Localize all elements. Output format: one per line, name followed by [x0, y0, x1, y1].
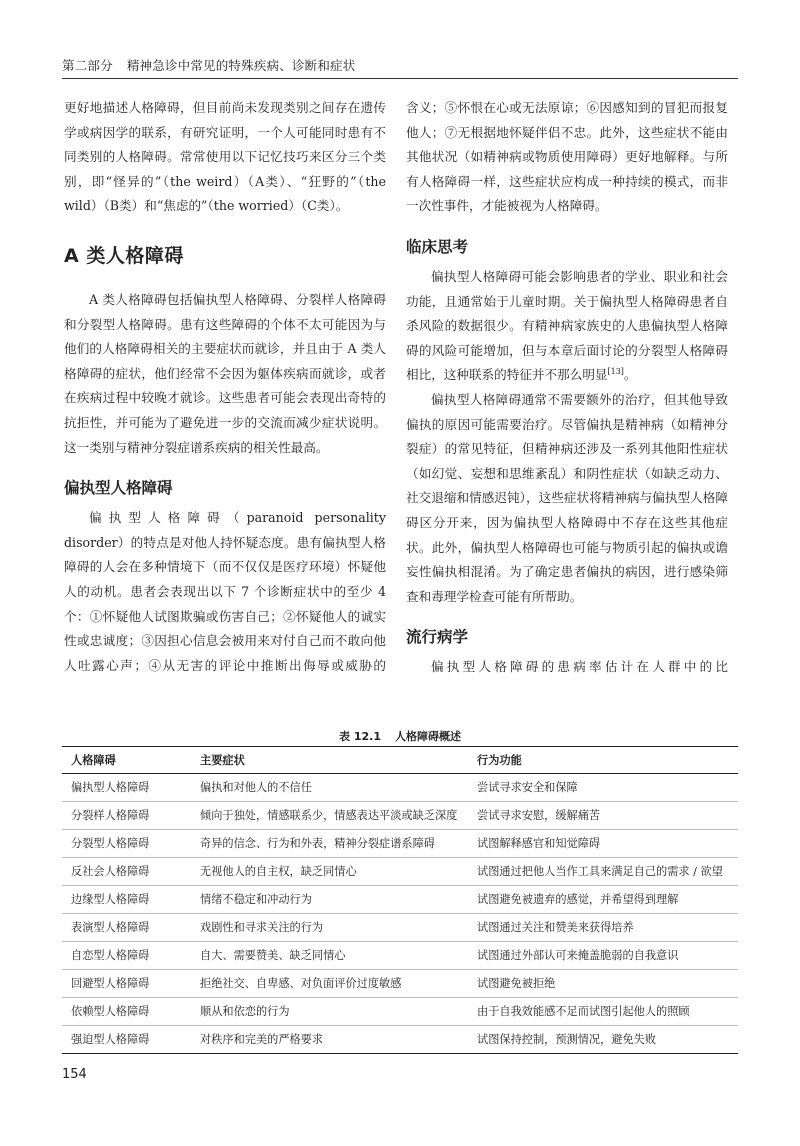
cell-symptoms: 对秩序和完美的严格要求: [191, 1026, 468, 1054]
cell-function: 试图避免被遗弃的感觉，并希望得到理解: [468, 886, 738, 914]
header-function: 行为功能: [468, 747, 738, 774]
section-title: A 类人格障碍: [64, 244, 184, 267]
page-number: 154: [62, 1067, 87, 1082]
cell-disorder: 回避型人格障碍: [62, 970, 191, 998]
table-row: [62, 774, 738, 802]
cell-disorder: 反社会人格障碍: [62, 858, 191, 886]
cell-disorder: 表演型人格障碍: [62, 914, 191, 942]
cell-symptoms: 偏执和对他人的不信任: [191, 774, 468, 802]
cell-symptoms: 倾向于独处，情感联系少，情感表达平淡或缺乏深度: [191, 802, 468, 830]
cell-function: 试图通过外部认可来掩盖脆弱的自我意识: [468, 942, 738, 970]
section-paragraph: A 类人格障碍包括偏执型人格障碍、分裂样人格障碍和分裂型人格障碍。患有这些障碍的个体不太可能因为与他们的人格障碍相关的主要症状而就诊，并且由于 A 类人格障碍的症状，他们经常不会因为躯体疾病而就诊，或者在疾病过程中较晚才就诊。这些患者可能会表现出奇特的抗拒性，并可能为了避免进一步的交流而减少症状说明。这一类别与精神分裂症谱系疾病的相关性最高。: [64, 291, 386, 455]
citation-13: [13]: [607, 367, 624, 377]
table-row: [62, 858, 738, 886]
table-caption-title: 人格障碍概述: [394, 730, 461, 743]
header-title: 精神急诊中常见的特殊疾病、诊断和症状: [126, 58, 356, 73]
cell-function: 试图避免被拒绝: [468, 970, 738, 998]
subsection-paragraph: 偏执型人格障碍（paranoid personality disorder）的特点是对他人持怀疑态度。患有偏执型人格障碍的人会在多种情境下（而不仅仅是医疗环境）怀疑他人的动机。患者会表现出以下 7 个诊断症状中的至少 4 个：①怀疑他人试图欺骗或伤害自己；②怀疑他人的诚实性或忠诚度；③因担心信息会被用来对付自己而不敢向他人吐露心声；④从无害的评论中推断出侮辱或威胁的: [64, 510, 386, 673]
cell-disorder: 强迫型人格障碍: [62, 1026, 191, 1054]
cell-symptoms: 自大、需要赞美、缺乏同情心: [191, 942, 468, 970]
table-row: [62, 1026, 738, 1054]
cell-symptoms: 戏剧性和寻求关注的行为: [191, 914, 468, 942]
clinical-paragraph-1-end: 。: [623, 367, 637, 383]
cell-function: 尝试寻求安慰，缓解痛苦: [468, 802, 738, 830]
continuation-paragraph: 含义；⑤怀恨在心或无法原谅；⑥因感知到的冒犯而报复他人；⑦无根据地怀疑伴侣不忠。此外，这些症状不能由其他状况（如精神病或物质使用障碍）更好地解释。与所有人格障碍一样，这些症状应构成一种持续的模式，而非一次性事件，才能被视为人格障碍。: [406, 100, 728, 214]
cell-function: 试图通过关注和赞美来获得培养: [468, 914, 738, 942]
cell-function: 试图保持控制，预测情况，避免失败: [468, 1026, 738, 1054]
table-row: [62, 802, 738, 830]
running-header: [62, 56, 355, 74]
cell-disorder: 偏执型人格障碍: [62, 774, 191, 802]
cell-function: 试图通过把他人当作工具来满足自己的需求 / 欲望: [468, 858, 738, 886]
cell-function: 由于自我效能感不足而试图引起他人的照顾: [468, 998, 738, 1026]
clinical-title: 临床思考: [406, 237, 469, 256]
epidemiology-title: 流行病学: [406, 628, 469, 647]
header-symptoms: 主要症状: [191, 747, 468, 774]
clinical-paragraph-2: 偏执型人格障碍通常不需要额外的治疗，但其他导致偏执的原因可能需要治疗。尽管偏执是精神病（如精神分裂症）的常见特征，但精神病还涉及一系列其他阳性症状（如幻觉、妄想和思维紊乱）和阴性症状（如缺乏动力、社交退缩和情感迟钝），这些症状将精神病与偏执型人格障碍区分开来，因为偏执型人格障碍中不存在这些其他症状。此外，偏执型人格障碍也可能与物质引起的偏执或谵妄性偏执相混淆。为了确定患者偏执的病因，进行感染筛查和毒理学检查可能有所帮助。: [406, 391, 728, 604]
cell-symptoms: 无视他人的自主权，缺乏同情心: [191, 858, 468, 886]
clinical-paragraph-1-text: 偏执型人格障碍可能会影响患者的学业、职业和社会功能，且通常始于儿童时期。关于偏执型人格障碍患者自杀风险的数据很少。有精神病家族史的人患偏执型人格障碍的风险可能增加，但与本章后面讨论的分裂型人格障碍相比，这种联系的特征并不那么明显: [406, 268, 728, 383]
table-row: [62, 830, 738, 858]
table-row: [62, 886, 738, 914]
header-rule: [62, 78, 738, 79]
table-header-row: [62, 747, 738, 774]
cell-disorder: 分裂型人格障碍: [62, 830, 191, 858]
subsection-title: 偏执型人格障碍: [64, 479, 173, 498]
table-caption-number: 表 12.1: [339, 730, 381, 743]
right-column: [406, 96, 728, 680]
intro-paragraph: 更好地描述人格障碍，但目前尚未发现类别之间存在遗传学或病因学的联系，有研究证明，一个人可能同时患有不同类别的人格障碍。常常使用以下记忆技巧来区分三个类别，即“怪异的”（the weird）（A类）、“狂野的”（the wild）（B类）和“焦虑的”（the worried）（C类）。: [64, 100, 386, 214]
header-part: 第二部分: [62, 58, 113, 73]
header-disorder: 人格障碍: [62, 747, 191, 774]
table-row: [62, 970, 738, 998]
cell-disorder: 边缘型人格障碍: [62, 886, 191, 914]
table-row: [62, 914, 738, 942]
cell-symptoms: 拒绝社交、自卑感、对负面评价过度敏感: [191, 970, 468, 998]
table-caption: [0, 728, 800, 744]
epidemiology-paragraph: 偏执型人格障碍的患病率估计在人群中的比: [431, 659, 728, 675]
left-column: [64, 96, 386, 678]
cell-function: 试图解释感官和知觉障碍: [468, 830, 738, 858]
cell-symptoms: 顺从和依恋的行为: [191, 998, 468, 1026]
cell-disorder: 分裂样人格障碍: [62, 802, 191, 830]
cell-symptoms: 情绪不稳定和冲动行为: [191, 886, 468, 914]
cell-disorder: 依赖型人格障碍: [62, 998, 191, 1026]
table-row: [62, 998, 738, 1026]
personality-disorder-table: [62, 746, 738, 1054]
cell-function: 尝试寻求安全和保障: [468, 774, 738, 802]
clinical-paragraph-1: [406, 265, 728, 388]
cell-symptoms: 奇异的信念、行为和外表，精神分裂症谱系障碍: [191, 830, 468, 858]
table-row: [62, 942, 738, 970]
cell-disorder: 自恋型人格障碍: [62, 942, 191, 970]
